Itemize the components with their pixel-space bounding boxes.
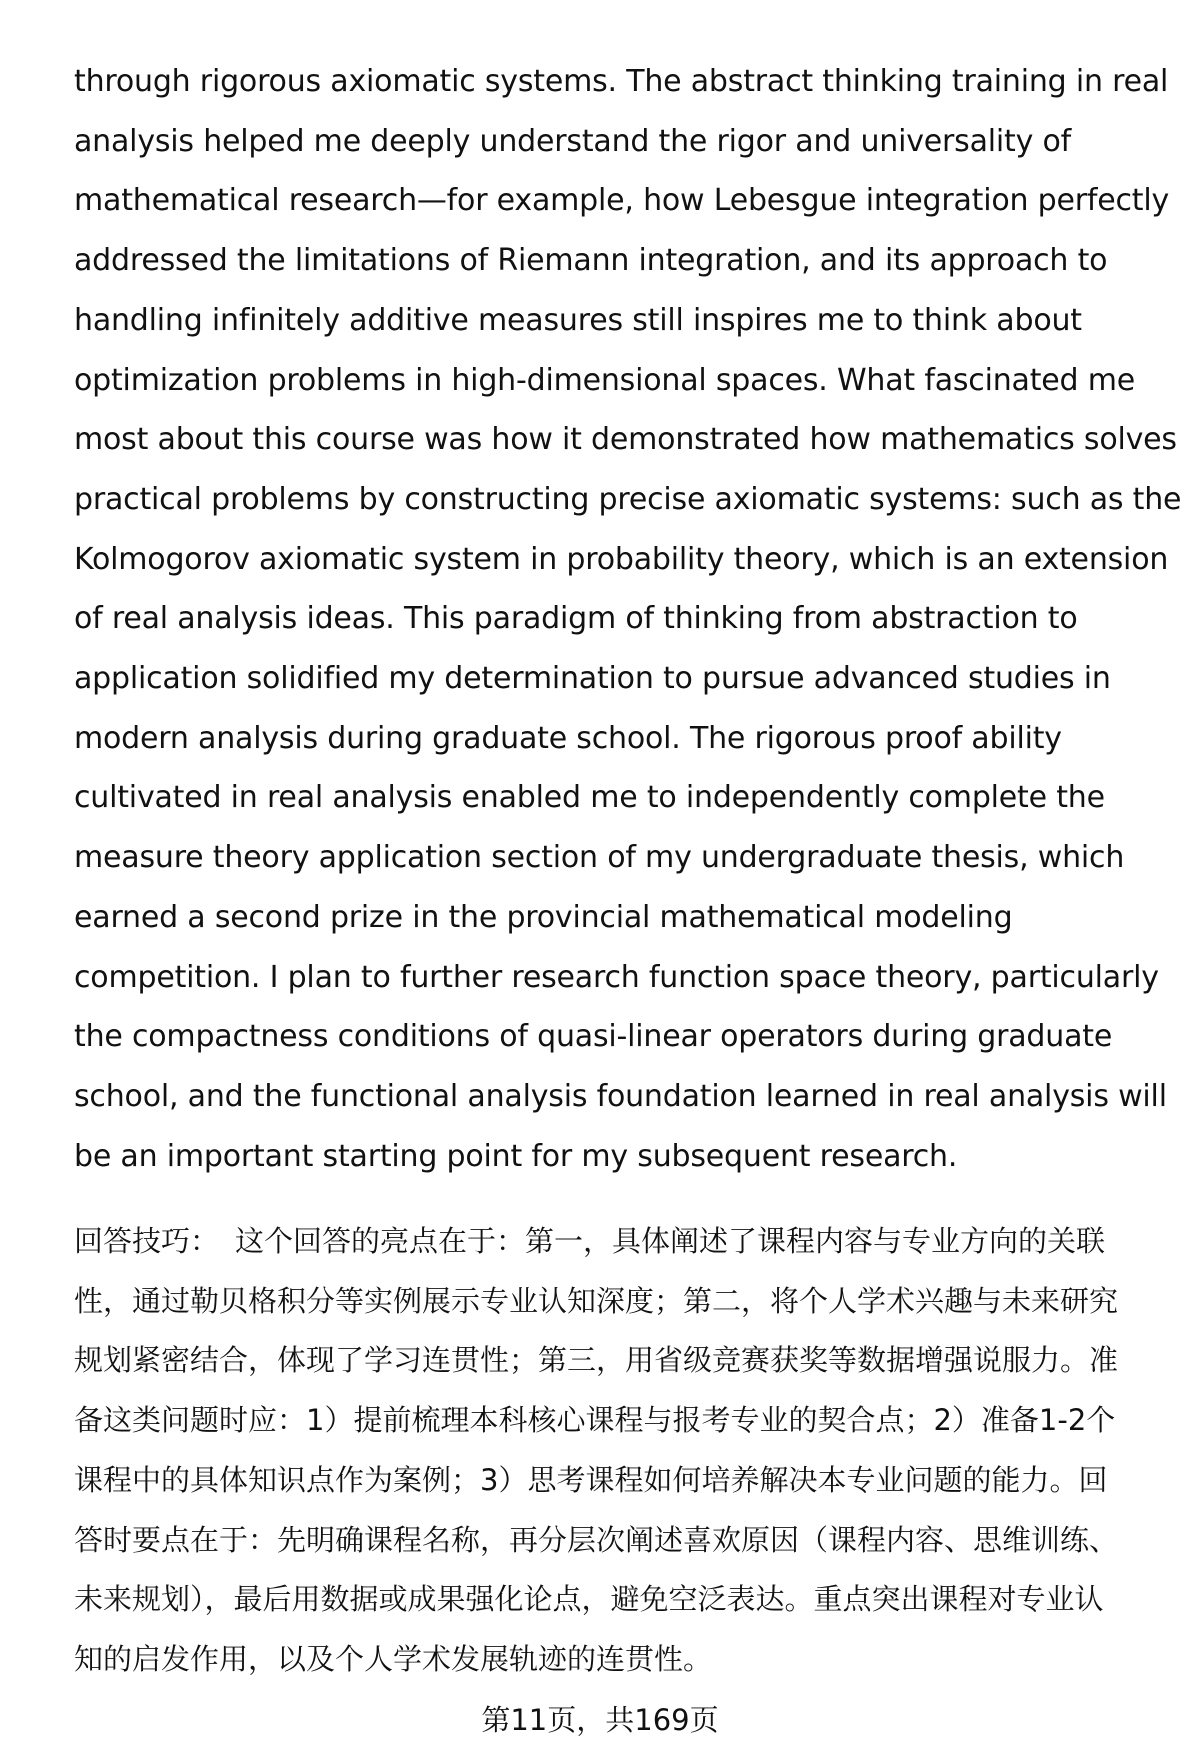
tips-label: 回答技巧： xyxy=(74,1224,220,1258)
paragraph-line: modern analysis during graduate school. The rigorous proof ability xyxy=(74,720,1062,756)
paragraph-line: of real analysis ideas. This paradigm of thinking from abstraction to xyxy=(74,601,1078,637)
page-number: 第11页，共169页 xyxy=(481,1703,719,1737)
tips-line: 规划紧密结合，体现了学习连贯性；第三，用省级竞赛获奖等数据增强说服力。准 xyxy=(74,1343,1119,1378)
paragraph-line: practical problems by constructing precise axiomatic systems: such as the xyxy=(74,481,1182,517)
paragraph-line: mathematical research—for example, how Lebesgue integration perfectly xyxy=(74,183,1170,219)
paragraph-line: handling infinitely additive measures still inspires me to think about xyxy=(74,302,1082,338)
paragraph-line: be an important starting point for my subsequent research. xyxy=(74,1138,958,1174)
paragraph-line: Kolmogorov axiomatic system in probability theory, which is an extension xyxy=(74,541,1169,577)
paragraph-line: competition. I plan to further research function space theory, particularly xyxy=(74,959,1159,995)
paragraph-line: application solidified my determination to pursue advanced studies in xyxy=(74,661,1111,697)
paragraph-line: addressed the limitations of Riemann integration, and its approach to xyxy=(74,243,1108,279)
paragraph-line: analysis helped me deeply understand the rigor and universality of xyxy=(74,123,1072,159)
paragraph-line: earned a second prize in the provincial mathematical modeling xyxy=(74,899,1013,935)
tips-line: 备这类问题时应：1）提前梳理本科核心课程与报考专业的契合点；2）准备1-2个 xyxy=(74,1403,1116,1438)
paragraph-line: cultivated in real analysis enabled me to independently complete the xyxy=(74,780,1105,816)
tips-line: 性，通过勒贝格积分等实例展示专业认知深度；第二，将个人学术兴趣与未来研究 xyxy=(74,1283,1119,1318)
tips-line xyxy=(74,1212,1154,1272)
tips-line: 知的启发作用，以及个人学术发展轨迹的连贯性。 xyxy=(74,1641,713,1676)
tips-line: 课程中的具体知识点作为案例；3）思考课程如何培养解决本专业问题的能力。回 xyxy=(74,1462,1108,1497)
paragraph-line: optimization problems in high-dimensional spaces. What fascinated me xyxy=(74,362,1136,398)
paragraph-line: most about this course was how it demonstrated how mathematics solves xyxy=(74,422,1177,458)
tips-line: 未来规划），最后用数据或成果强化论点，避免空泛表达。重点突出课程对专业认 xyxy=(74,1582,1104,1617)
tips-text: 这个回答的亮点在于：第一，具体阐述了课程内容与专业方向的关联 xyxy=(235,1224,1106,1258)
paragraph-line: measure theory application section of my undergraduate thesis, which xyxy=(74,840,1125,876)
tips-line: 答时要点在于：先明确课程名称，再分层次阐述喜欢原因（课程内容、思维训练、 xyxy=(74,1522,1119,1557)
paragraph-line: the compactness conditions of quasi-linear operators during graduate xyxy=(74,1019,1113,1055)
answer-paragraph xyxy=(74,52,1182,1186)
paragraph-line: through rigorous axiomatic systems. The abstract thinking training in real xyxy=(74,64,1169,99)
answer-tips xyxy=(74,1212,1154,1690)
paragraph-line: school, and the functional analysis foundation learned in real analysis will xyxy=(74,1078,1167,1114)
